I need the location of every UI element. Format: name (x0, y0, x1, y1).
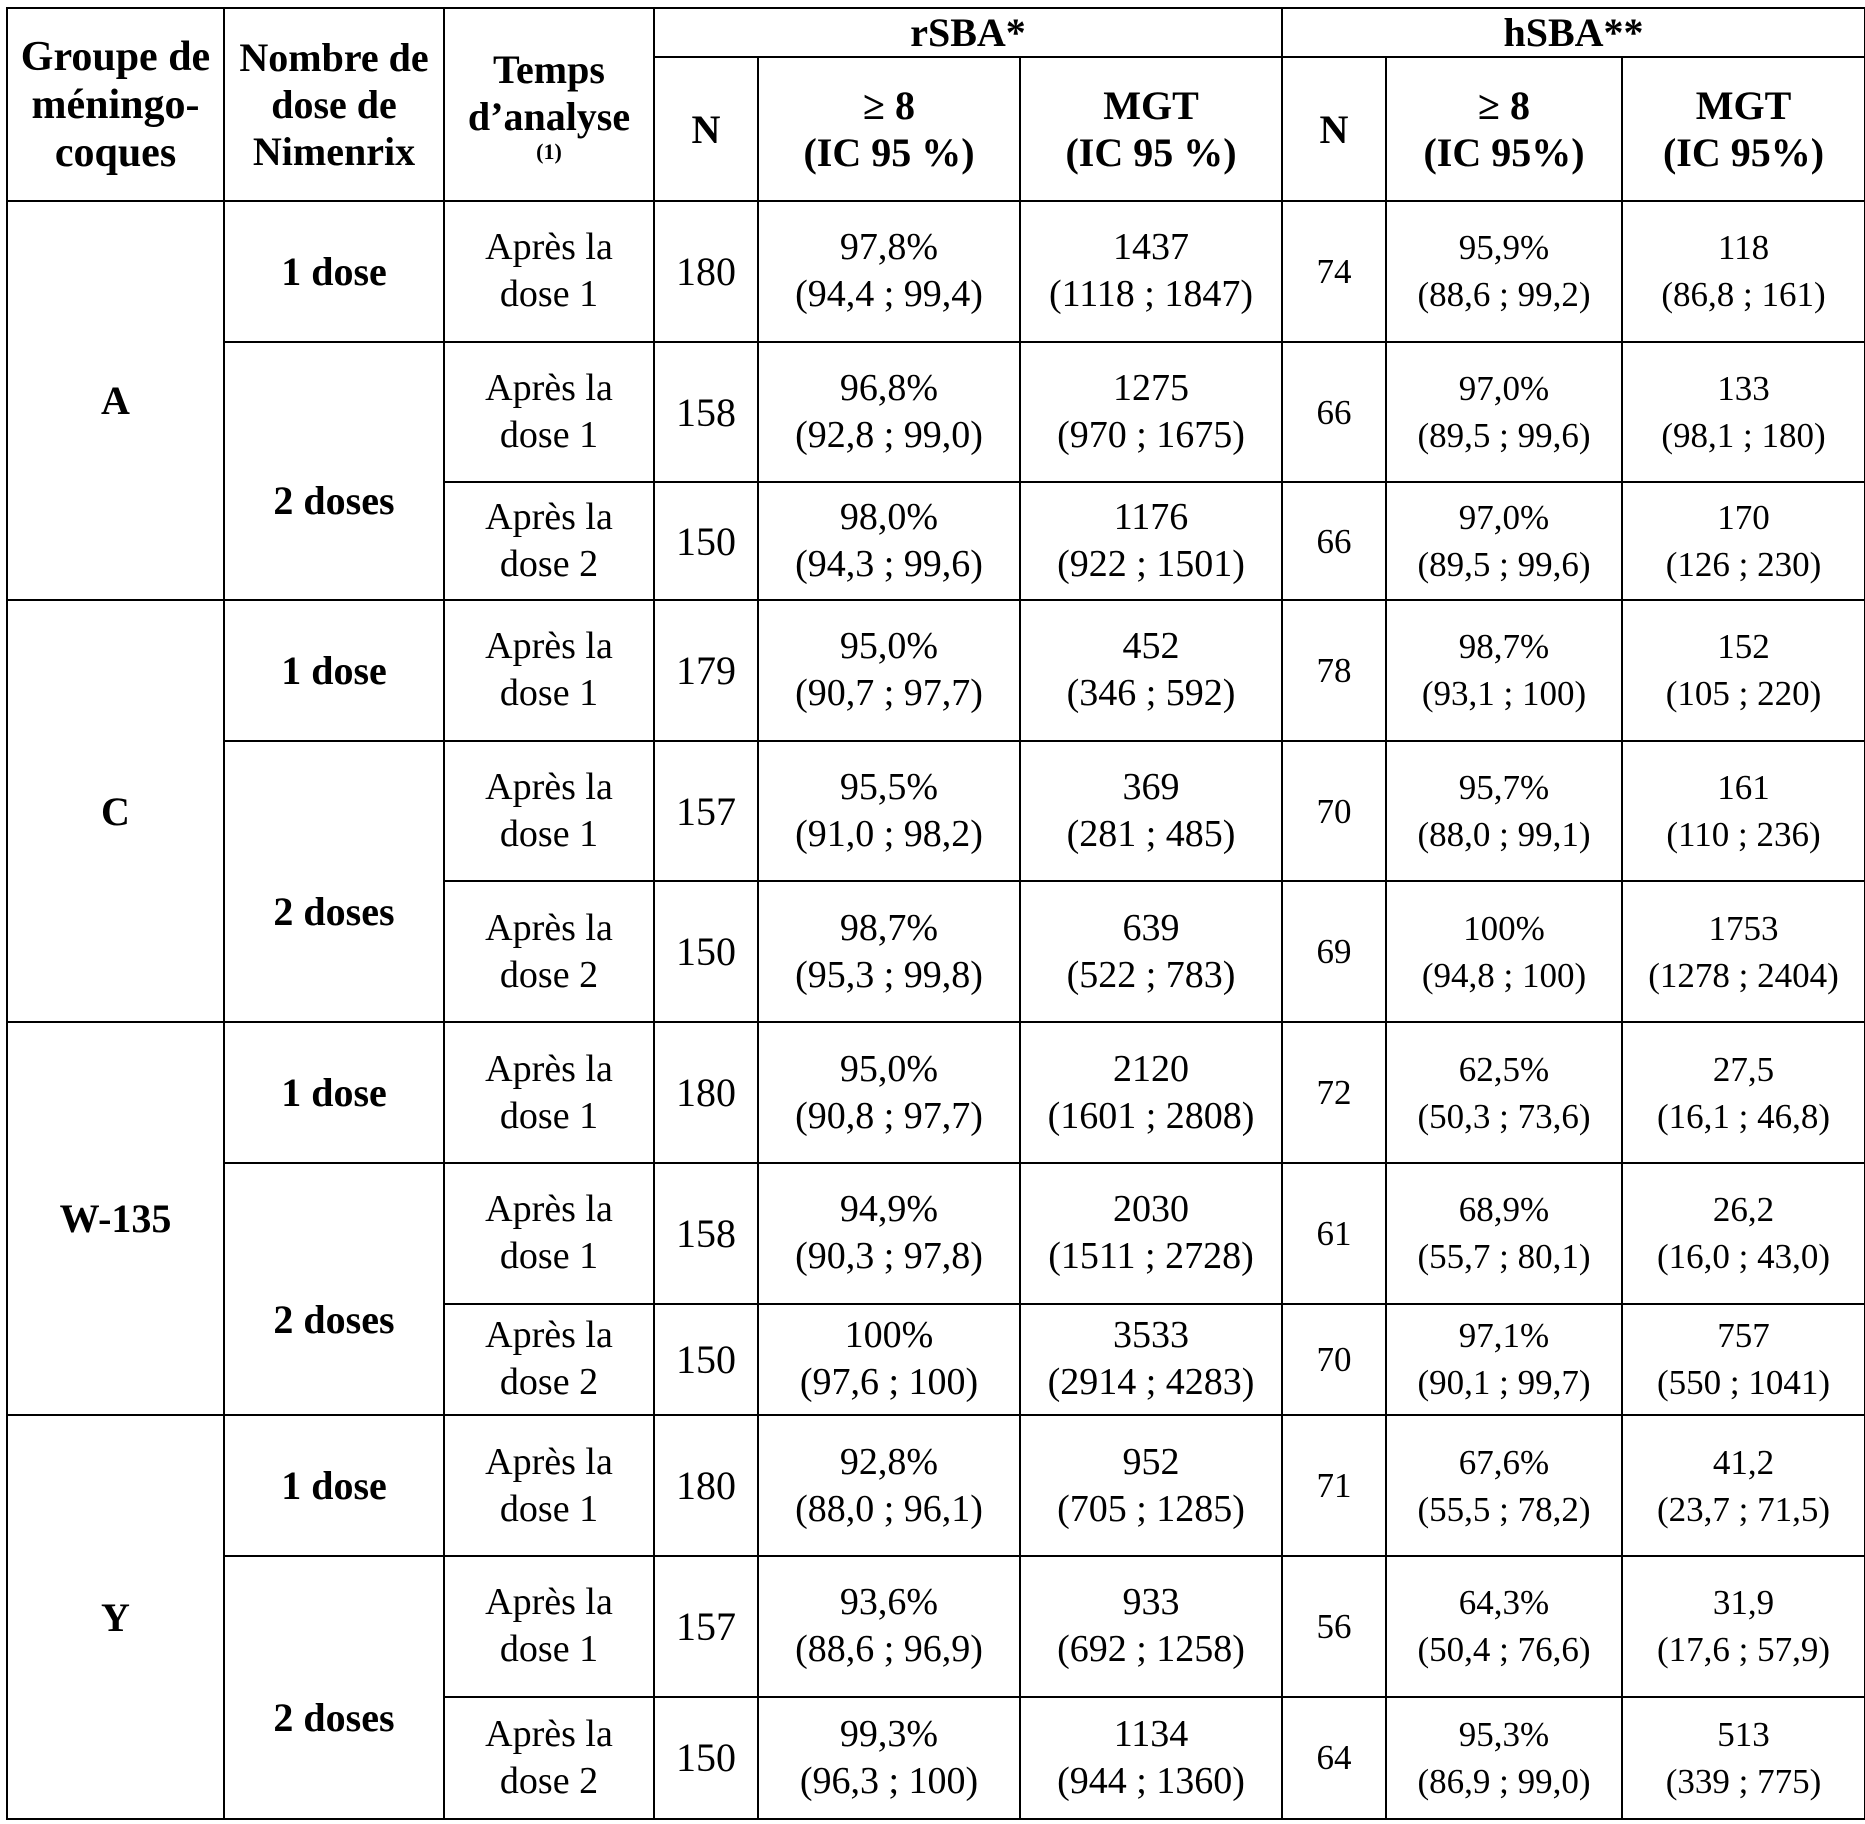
hsba-mgt-cell-value: 757 (1717, 1316, 1770, 1356)
rsba-mgt-cell-ci: (2914 ; 4283) (1047, 1361, 1255, 1404)
hsba-n-cell: 69 (1282, 881, 1386, 1022)
hsba-pct-cell (1386, 1022, 1622, 1163)
hsba-mgt-cell (1622, 881, 1865, 1022)
rsba-pct-cell-value: 98,7% (839, 906, 939, 949)
immunogenicity-table (6, 7, 1865, 1820)
hsba-mgt-cell-ci: (105 ; 220) (1665, 674, 1822, 714)
hsba-mgt-cell-value: 133 (1717, 369, 1770, 409)
hsba-pct-cell-value: 95,7% (1458, 768, 1550, 808)
dose-count-cell: 1 dose (224, 1415, 444, 1556)
rsba-n-cell: 158 (654, 342, 758, 483)
hsba-mgt-cell-value: 31,9 (1712, 1583, 1775, 1623)
rsba-n-cell: 180 (654, 201, 758, 342)
hsba-pct-cell-value: 67,6% (1458, 1442, 1550, 1482)
time-cell: Après la dose 1 (444, 741, 654, 882)
rsba-pct-cell-value: 98,0% (839, 496, 939, 539)
rsba-mgt-cell-ci: (922 ; 1501) (1057, 543, 1245, 586)
header-rsba-ge8-ci: (IC 95 %) (803, 130, 975, 175)
header-group: Groupe de méningo-coques (7, 8, 224, 201)
rsba-pct-cell (758, 1163, 1020, 1304)
rsba-mgt-cell-value: 369 (1122, 766, 1180, 809)
hsba-mgt-cell-ci: (17,6 ; 57,9) (1656, 1630, 1831, 1670)
hsba-n-cell: 70 (1282, 741, 1386, 882)
rsba-n-cell: 179 (654, 600, 758, 741)
rsba-mgt-cell-ci: (1511 ; 2728) (1048, 1235, 1254, 1278)
rsba-mgt-cell-ci: (346 ; 592) (1066, 672, 1236, 715)
rsba-mgt-cell (1020, 482, 1282, 599)
rsba-pct-cell-ci: (94,3 ; 99,6) (795, 543, 983, 586)
header-hsba: hSBA** (1282, 8, 1865, 57)
hsba-mgt-cell (1622, 342, 1865, 483)
rsba-pct-cell-value: 94,9% (839, 1188, 939, 1231)
dose-count-cell: 2 doses (224, 342, 444, 600)
hsba-mgt-cell-ci: (23,7 ; 71,5) (1656, 1489, 1831, 1529)
rsba-pct-cell (758, 741, 1020, 882)
rsba-pct-cell-ci: (90,8 ; 97,7) (795, 1094, 983, 1137)
hsba-mgt-cell-ci: (1278 ; 2404) (1648, 955, 1839, 995)
hsba-mgt-cell (1622, 1697, 1865, 1819)
hsba-pct-cell-ci: (86,9 ; 99,0) (1417, 1761, 1591, 1801)
time-cell: Après la dose 1 (444, 342, 654, 483)
hsba-pct-cell (1386, 1163, 1622, 1304)
hsba-n-cell: 56 (1282, 1556, 1386, 1697)
rsba-pct-cell-value: 95,5% (839, 766, 939, 809)
rsba-mgt-cell-value: 639 (1122, 906, 1180, 949)
rsba-n-cell: 150 (654, 1304, 758, 1416)
rsba-pct-cell-ci: (92,8 ; 99,0) (795, 414, 983, 457)
hsba-pct-cell-ci: (50,3 ; 73,6) (1417, 1096, 1591, 1136)
hsba-mgt-cell (1622, 600, 1865, 741)
rsba-pct-cell-value: 99,3% (839, 1712, 939, 1755)
rsba-pct-cell-ci: (96,3 ; 100) (799, 1759, 979, 1802)
hsba-pct-cell (1386, 881, 1622, 1022)
dose-count-cell: 2 doses (224, 1556, 444, 1819)
header-rsba: rSBA* (654, 8, 1282, 57)
time-cell: Après la dose 1 (444, 201, 654, 342)
header-rsba-n: N (654, 57, 758, 201)
table-row (7, 600, 1865, 741)
hsba-pct-cell-ci: (50,4 ; 76,6) (1417, 1630, 1591, 1670)
hsba-mgt-cell-value: 41,2 (1712, 1442, 1775, 1482)
rsba-pct-cell-value: 95,0% (839, 625, 939, 668)
rsba-mgt-cell (1020, 741, 1282, 882)
hsba-mgt-cell-value: 118 (1717, 228, 1770, 268)
hsba-pct-cell (1386, 1556, 1622, 1697)
time-cell: Après la dose 1 (444, 1556, 654, 1697)
hsba-mgt-cell (1622, 1304, 1865, 1416)
rsba-mgt-cell (1020, 881, 1282, 1022)
hsba-pct-cell-value: 62,5% (1458, 1049, 1550, 1089)
rsba-n-cell: 157 (654, 1556, 758, 1697)
hsba-pct-cell (1386, 1415, 1622, 1556)
rsba-mgt-cell-ci: (705 ; 1285) (1057, 1487, 1245, 1530)
rsba-pct-cell (758, 600, 1020, 741)
hsba-pct-cell (1386, 741, 1622, 882)
hsba-mgt-cell-ci: (110 ; 236) (1666, 815, 1821, 855)
hsba-pct-cell-ci: (89,5 ; 99,6) (1417, 416, 1591, 456)
rsba-pct-cell-value: 93,6% (839, 1581, 939, 1624)
time-cell: Après la dose 2 (444, 881, 654, 1022)
hsba-mgt-cell (1622, 1022, 1865, 1163)
hsba-n-cell: 74 (1282, 201, 1386, 342)
hsba-pct-cell-value: 97,0% (1458, 498, 1550, 538)
hsba-mgt-cell (1622, 1556, 1865, 1697)
table-row (7, 1163, 1865, 1304)
rsba-mgt-cell-ci: (281 ; 485) (1066, 813, 1236, 856)
header-hsba-ge8-ci: (IC 95%) (1423, 130, 1585, 175)
hsba-pct-cell-ci: (55,5 ; 78,2) (1417, 1489, 1591, 1529)
rsba-mgt-cell (1020, 1697, 1282, 1819)
hsba-pct-cell-value: 97,0% (1458, 369, 1550, 409)
rsba-mgt-cell (1020, 1022, 1282, 1163)
table-row (7, 342, 1865, 483)
hsba-pct-cell-value: 98,7% (1458, 627, 1550, 667)
rsba-mgt-cell (1020, 1304, 1282, 1416)
hsba-mgt-cell-ci: (126 ; 230) (1665, 545, 1822, 585)
table-row (7, 201, 1865, 342)
hsba-mgt-cell-ci: (16,0 ; 43,0) (1656, 1237, 1831, 1277)
rsba-pct-cell (758, 1556, 1020, 1697)
table-row (7, 1022, 1865, 1163)
group-name-cell: W-135 (7, 1022, 224, 1415)
group-name-cell: Y (7, 1415, 224, 1819)
rsba-n-cell: 150 (654, 1697, 758, 1819)
rsba-mgt-cell-ci: (1601 ; 2808) (1047, 1094, 1255, 1137)
rsba-pct-cell (758, 1697, 1020, 1819)
hsba-mgt-cell (1622, 741, 1865, 882)
header-hsba-mgt-label: MGT (1695, 83, 1792, 128)
rsba-mgt-cell-value: 1134 (1113, 1712, 1189, 1755)
hsba-pct-cell-ci: (89,5 ; 99,6) (1417, 545, 1591, 585)
hsba-n-cell: 66 (1282, 482, 1386, 599)
rsba-pct-cell-value: 95,0% (839, 1047, 939, 1090)
rsba-mgt-cell-value: 2030 (1113, 1188, 1189, 1231)
hsba-n-cell: 61 (1282, 1163, 1386, 1304)
hsba-mgt-cell (1622, 482, 1865, 599)
rsba-pct-cell (758, 1415, 1020, 1556)
rsba-mgt-cell (1020, 600, 1282, 741)
rsba-pct-cell (758, 1022, 1020, 1163)
dose-count-cell: 1 dose (224, 600, 444, 741)
hsba-mgt-cell-value: 1753 (1708, 908, 1779, 948)
rsba-pct-cell-value: 97,8% (839, 226, 939, 269)
hsba-pct-cell-ci: (90,1 ; 99,7) (1417, 1363, 1591, 1403)
hsba-mgt-cell (1622, 1163, 1865, 1304)
group-name-cell: C (7, 600, 224, 1022)
hsba-pct-cell (1386, 1697, 1622, 1819)
time-cell: Après la dose 2 (444, 482, 654, 599)
header-rsba-mgt-label: MGT (1103, 83, 1199, 128)
rsba-mgt-cell-value: 452 (1122, 625, 1180, 668)
rsba-mgt-cell-value: 952 (1122, 1440, 1180, 1483)
hsba-n-cell: 71 (1282, 1415, 1386, 1556)
hsba-mgt-cell-ci: (550 ; 1041) (1656, 1363, 1831, 1403)
time-cell: Après la dose 1 (444, 1022, 654, 1163)
rsba-pct-cell (758, 201, 1020, 342)
time-cell: Après la dose 1 (444, 1415, 654, 1556)
hsba-mgt-cell-value: 513 (1717, 1714, 1770, 1754)
rsba-mgt-cell-value: 1275 (1113, 367, 1189, 410)
table-body (7, 201, 1865, 1819)
rsba-mgt-cell (1020, 342, 1282, 483)
rsba-pct-cell-ci: (88,6 ; 96,9) (795, 1628, 983, 1671)
rsba-mgt-cell (1020, 1415, 1282, 1556)
rsba-n-cell: 180 (654, 1415, 758, 1556)
rsba-mgt-cell-value: 2120 (1113, 1047, 1189, 1090)
hsba-pct-cell-ci: (88,6 ; 99,2) (1417, 275, 1591, 315)
rsba-pct-cell-ci: (90,7 ; 97,7) (795, 672, 983, 715)
hsba-pct-cell (1386, 201, 1622, 342)
hsba-pct-cell (1386, 342, 1622, 483)
hsba-n-cell: 72 (1282, 1022, 1386, 1163)
rsba-n-cell: 180 (654, 1022, 758, 1163)
rsba-pct-cell-ci: (91,0 ; 98,2) (795, 813, 983, 856)
rsba-pct-cell (758, 881, 1020, 1022)
dose-count-cell: 2 doses (224, 1163, 444, 1415)
hsba-pct-cell-value: 68,9% (1458, 1190, 1550, 1230)
hsba-pct-cell-ci: (93,1 ; 100) (1421, 674, 1587, 714)
hsba-pct-cell-value: 95,3% (1458, 1714, 1550, 1754)
hsba-mgt-cell-value: 152 (1717, 627, 1770, 667)
hsba-pct-cell (1386, 482, 1622, 599)
rsba-pct-cell-ci: (90,3 ; 97,8) (795, 1235, 983, 1278)
dose-count-cell: 1 dose (224, 1022, 444, 1163)
rsba-mgt-cell-ci: (1118 ; 1847) (1048, 273, 1254, 316)
table-row (7, 1415, 1865, 1556)
hsba-pct-cell-value: 100% (1463, 908, 1545, 948)
rsba-mgt-cell-value: 1176 (1113, 496, 1189, 539)
hsba-n-cell: 70 (1282, 1304, 1386, 1416)
hsba-n-cell: 66 (1282, 342, 1386, 483)
rsba-pct-cell (758, 482, 1020, 599)
table-row (7, 1556, 1865, 1697)
dose-count-cell: 2 doses (224, 741, 444, 1022)
hsba-pct-cell (1386, 600, 1622, 741)
rsba-pct-cell-value: 92,8% (839, 1440, 939, 1483)
hsba-pct-cell-ci: (55,7 ; 80,1) (1417, 1237, 1591, 1277)
header-hsba-ge8-label: ≥ 8 (1478, 83, 1530, 128)
table-header (7, 8, 1865, 201)
rsba-mgt-cell (1020, 1163, 1282, 1304)
header-rsba-ge8-label: ≥ 8 (863, 83, 915, 128)
header-hsba-mgt-ci: (IC 95%) (1662, 130, 1825, 175)
time-cell: Après la dose 2 (444, 1304, 654, 1416)
hsba-mgt-cell-ci: (98,1 ; 180) (1661, 416, 1826, 456)
hsba-pct-cell-value: 95,9% (1458, 228, 1550, 268)
header-rsba-mgt (1020, 57, 1282, 201)
hsba-pct-cell-value: 64,3% (1458, 1583, 1550, 1623)
rsba-pct-cell-ci: (97,6 ; 100) (799, 1361, 979, 1404)
group-name-cell: A (7, 201, 224, 600)
rsba-pct-cell-value: 96,8% (839, 367, 939, 410)
header-hsba-ge8 (1386, 57, 1622, 201)
time-cell: Après la dose 2 (444, 1697, 654, 1819)
hsba-mgt-cell-value: 26,2 (1712, 1190, 1775, 1230)
hsba-mgt-cell-value: 170 (1717, 498, 1770, 538)
hsba-mgt-cell-ci: (86,8 ; 161) (1661, 275, 1826, 315)
hsba-pct-cell-ci: (94,8 ; 100) (1421, 955, 1587, 995)
rsba-pct-cell (758, 342, 1020, 483)
rsba-n-cell: 150 (654, 482, 758, 599)
rsba-pct-cell-value: 100% (844, 1314, 934, 1357)
rsba-mgt-cell-ci: (970 ; 1675) (1057, 414, 1245, 457)
header-time-label: Temps d’analyse (467, 46, 631, 139)
hsba-n-cell: 64 (1282, 1697, 1386, 1819)
rsba-n-cell: 157 (654, 741, 758, 882)
hsba-mgt-cell-ci: (16,1 ; 46,8) (1656, 1096, 1831, 1136)
hsba-pct-cell (1386, 1304, 1622, 1416)
rsba-pct-cell-ci: (95,3 ; 99,8) (795, 953, 983, 996)
header-rsba-ge8 (758, 57, 1020, 201)
rsba-mgt-cell-ci: (522 ; 783) (1066, 953, 1236, 996)
rsba-mgt-cell (1020, 1556, 1282, 1697)
rsba-n-cell: 158 (654, 1163, 758, 1304)
header-hsba-n: N (1282, 57, 1386, 201)
hsba-n-cell: 78 (1282, 600, 1386, 741)
hsba-mgt-cell-ci: (339 ; 775) (1665, 1761, 1822, 1801)
rsba-pct-cell-ci: (94,4 ; 99,4) (795, 273, 983, 316)
rsba-mgt-cell-value: 933 (1122, 1581, 1180, 1624)
time-cell: Après la dose 1 (444, 1163, 654, 1304)
rsba-mgt-cell-ci: (944 ; 1360) (1057, 1759, 1245, 1802)
dose-count-cell: 1 dose (224, 201, 444, 342)
hsba-mgt-cell (1622, 201, 1865, 342)
rsba-pct-cell-ci: (88,0 ; 96,1) (795, 1487, 983, 1530)
rsba-n-cell: 150 (654, 881, 758, 1022)
hsba-mgt-cell-value: 161 (1717, 768, 1770, 808)
rsba-mgt-cell-ci: (692 ; 1258) (1057, 1628, 1245, 1671)
header-hsba-mgt (1622, 57, 1865, 201)
time-cell: Après la dose 1 (444, 600, 654, 741)
table-row (7, 741, 1865, 882)
header-time-note: (1) (536, 138, 562, 164)
hsba-pct-cell-value: 97,1% (1458, 1316, 1550, 1356)
rsba-mgt-cell (1020, 201, 1282, 342)
rsba-pct-cell (758, 1304, 1020, 1416)
header-doses: Nombre de dose de Nimenrix (224, 8, 444, 201)
header-time (444, 8, 654, 201)
hsba-pct-cell-ci: (88,0 ; 99,1) (1417, 815, 1591, 855)
hsba-mgt-cell (1622, 1415, 1865, 1556)
header-rsba-mgt-ci: (IC 95 %) (1065, 130, 1237, 175)
rsba-mgt-cell-value: 3533 (1113, 1314, 1189, 1357)
hsba-mgt-cell-value: 27,5 (1712, 1049, 1775, 1089)
rsba-mgt-cell-value: 1437 (1113, 226, 1189, 269)
